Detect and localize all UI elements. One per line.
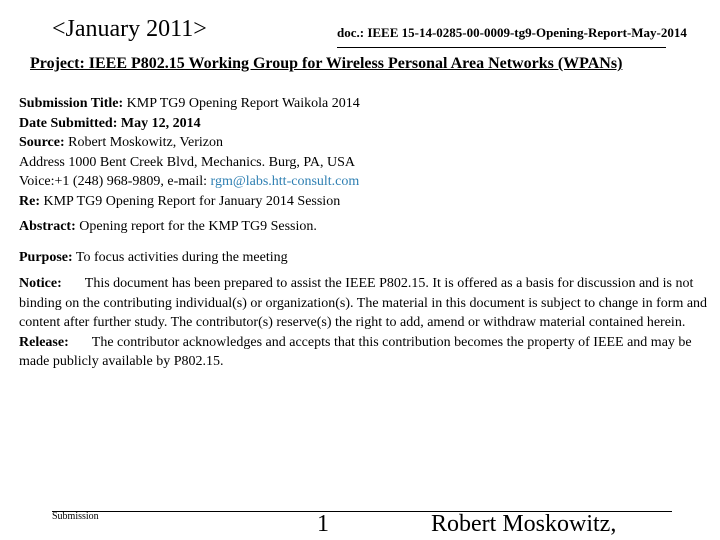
re-value: KMP TG9 Opening Report for January 2014 Session <box>40 193 341 209</box>
release-label: Release: <box>19 334 69 350</box>
date-submitted-line <box>19 114 719 134</box>
page-number: 1 <box>317 511 329 537</box>
document-id: doc.: IEEE 15-14-0285-00-0009-tg9-Opening-Report-May-2014 <box>337 25 687 40</box>
notice-paragraph <box>19 274 715 333</box>
voice-text: Voice:+1 (248) 968-9809, e-mail: <box>19 174 211 189</box>
purpose-line <box>19 248 719 268</box>
re-line <box>19 192 719 212</box>
voice-line <box>19 172 719 192</box>
address-line: Address 1000 Bent Creek Blvd, Mechanics. Burg, PA, USA <box>19 154 355 170</box>
date-submitted-value: May 12, 2014 <box>117 115 201 131</box>
source-label: Source: <box>19 135 65 150</box>
submission-title-label: Submission Title: <box>19 96 124 111</box>
footer-submission-label: Submission <box>52 511 99 522</box>
purpose-label: Purpose: <box>19 250 73 265</box>
email-link[interactable]: rgm@labs.htt-consult.com <box>210 174 360 189</box>
header-divider <box>337 47 666 48</box>
header-date: <January 2011> <box>52 16 207 42</box>
re-label: Re: <box>19 193 40 209</box>
release-paragraph <box>19 333 715 372</box>
release-text: The contributor acknowledges and accepts that this contribution becomes the property of IEEE and may be made publicly available by P802.15. <box>19 334 692 369</box>
submission-info <box>19 94 719 211</box>
purpose-text: To focus activities during the meeting <box>72 250 288 265</box>
notice-label: Notice: <box>19 276 62 291</box>
abstract-line <box>19 217 719 237</box>
abstract-text: Opening report for the KMP TG9 Session. <box>75 219 317 234</box>
abstract-label: Abstract: <box>19 219 76 234</box>
footer-author: Robert Moskowitz, <box>431 511 617 537</box>
notice-text: This document has been prepared to assist the IEEE P802.15. It is offered as a basis for discussion and is not binding on the contributing individual(s) or organization(s). The material in this document is subject to change in form and content after further study. The contributor(s) reserve(s) the right to add, amend or withdraw material contained herein. <box>19 276 708 330</box>
project-title: Project: IEEE P802.15 Working Group for Wireless Personal Area Networks (WPANs) <box>30 55 623 72</box>
submission-title-value: KMP TG9 Opening Report Waikola 2014 <box>123 96 360 111</box>
source-line <box>19 133 719 153</box>
source-value: Robert Moskowitz, Verizon <box>64 135 224 150</box>
date-submitted-label: Date Submitted: <box>19 115 118 131</box>
submission-title-line <box>19 94 719 114</box>
notice-block <box>19 274 715 372</box>
